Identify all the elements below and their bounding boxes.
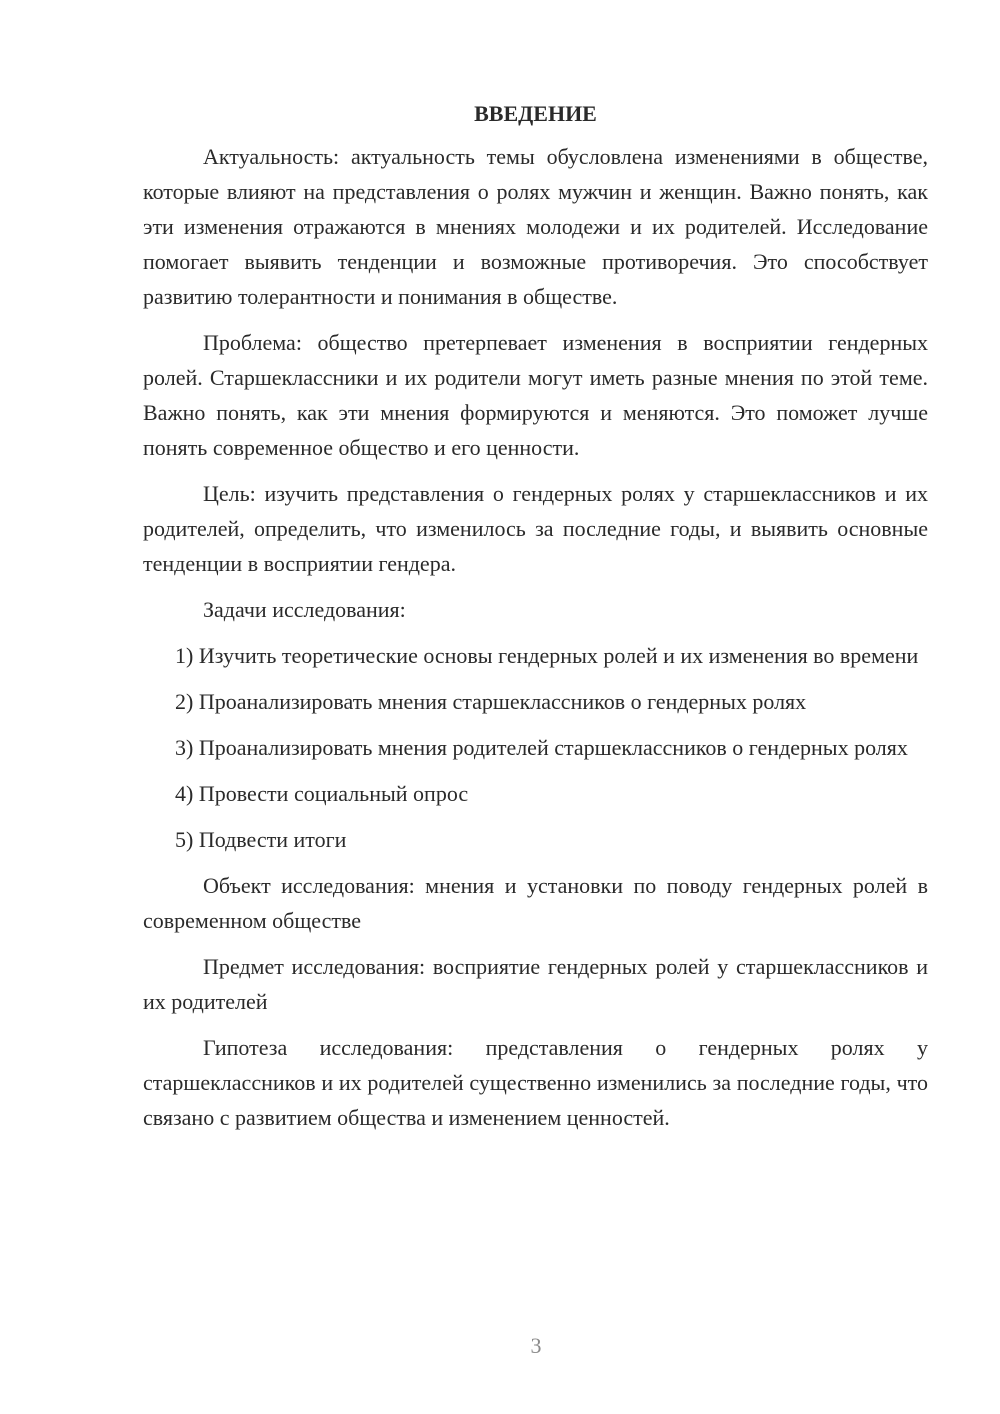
paragraph-tasks-heading: Задачи исследования:: [203, 597, 406, 622]
section-title: ВВЕДЕНИЕ: [474, 101, 597, 126]
paragraph-subject: Предмет исследования: восприятие гендерных ролей у старшеклассников и их родителей: [143, 954, 928, 1014]
list-item: 5) Подвести итоги: [175, 827, 347, 852]
list-item: 2) Проанализировать мнения старшеклассников о гендерных ролях: [175, 689, 807, 714]
paragraph-problem: Проблема: общество претерпевает изменения в восприятии гендерных ролей. Старшеклассники и их родители могут иметь разные мнения по этой теме. Важно понять, как эти мнения формируются и меняются. Это поможет лучше понять современное общество и его ценности.: [143, 330, 928, 460]
tasks-list: [143, 638, 928, 857]
list-item: 3) Проанализировать мнения родителей старшеклассников о гендерных ролях: [175, 735, 908, 760]
paragraph-relevance: Актуальность: актуальность темы обусловлена изменениями в обществе, которые влияют на представления о ролях мужчин и женщин. Важно понять, как эти изменения отражаются в мнениях молодежи и их родителей. Исследование помогает выявить тенденции и возможные противоречия. Это способствует развитию толерантности и понимания в обществе.: [143, 144, 928, 309]
list-item: 1) Изучить теоретические основы гендерных ролей и их изменения во времени: [175, 643, 919, 668]
paragraph-goal: Цель: изучить представления о гендерных ролях у старшеклассников и их родителей, определить, что изменилось за последние годы, и выявить основные тенденции в восприятии гендера.: [143, 481, 928, 576]
paragraph-object: Объект исследования: мнения и установки по поводу гендерных ролей в современном обществе: [143, 873, 928, 933]
page-number: 3: [530, 1333, 542, 1358]
document-body: [143, 96, 928, 1146]
paragraph-hypothesis: Гипотеза исследования: представления о гендерных ролях у старшеклассников и их родителей существенно изменились за последние годы, что связано с развитием общества и изменением ценностей.: [143, 1035, 928, 1130]
list-item: 4) Провести социальный опрос: [175, 781, 469, 806]
